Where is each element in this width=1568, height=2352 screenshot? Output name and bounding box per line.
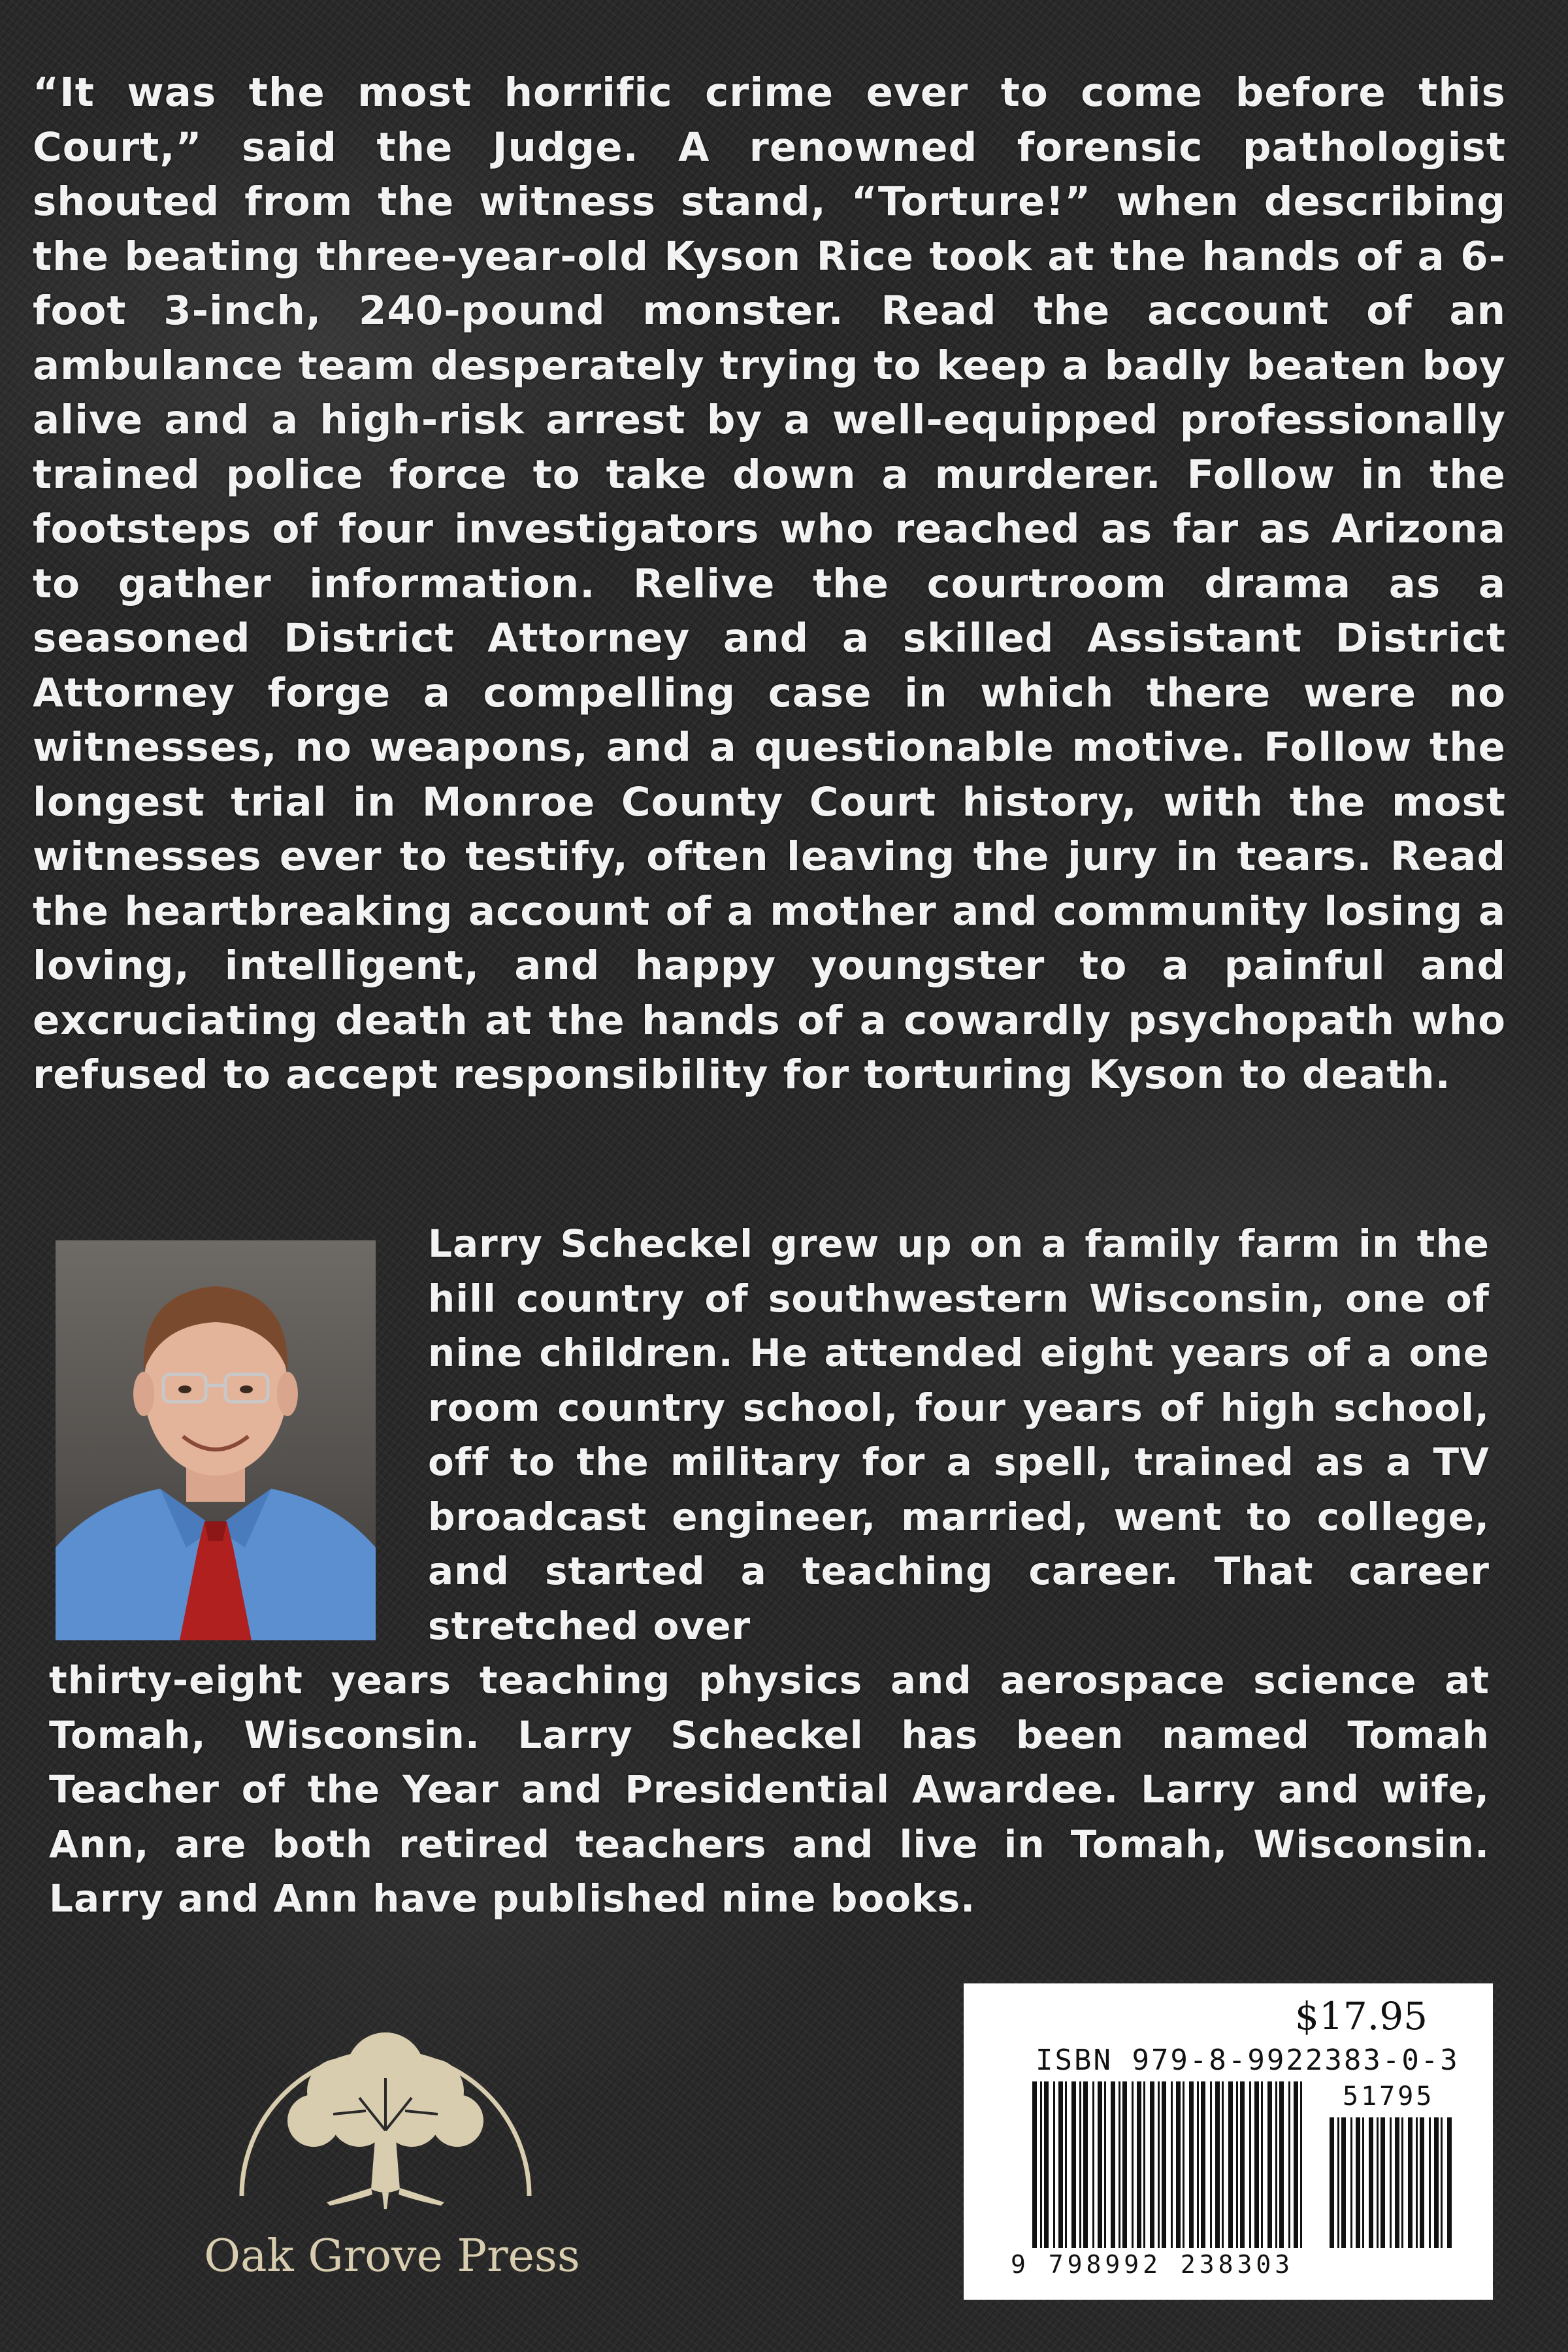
- barcode-bar: [1377, 2117, 1379, 2248]
- barcode-bar: [1401, 2117, 1403, 2248]
- barcode-bar: [1104, 2081, 1106, 2248]
- barcode-bar: [1249, 2081, 1251, 2248]
- barcode-bar: [1201, 2081, 1205, 2248]
- barcode-bar: [1176, 2081, 1181, 2248]
- barcode-bar: [1390, 2117, 1392, 2248]
- barcode-bar: [1162, 2081, 1166, 2248]
- barcode-bar: [1420, 2117, 1424, 2248]
- barcode-bar: [1222, 2081, 1224, 2248]
- barcode-bar: [1150, 2081, 1154, 2248]
- barcode-bar: [1098, 2081, 1102, 2248]
- barcode-bar: [1261, 2081, 1263, 2248]
- barcode-bar: [1040, 2081, 1042, 2248]
- isbn-number: ISBN 979-8-9922383-0-3: [1036, 2044, 1460, 2077]
- barcode-bar: [1189, 2081, 1194, 2248]
- barcode-bar: [1083, 2081, 1088, 2248]
- barcode-bar: [1071, 2081, 1076, 2248]
- barcode-bar: [1058, 2081, 1063, 2248]
- barcode-bar: [1362, 2117, 1364, 2248]
- barcode-bar: [1288, 2081, 1290, 2248]
- barcode-bar: [1132, 2081, 1134, 2248]
- barcode-bar: [1408, 2117, 1413, 2248]
- barcode-bar: [1111, 2081, 1115, 2248]
- barcode-digits: 9 798992 238303: [1011, 2250, 1294, 2279]
- barcode-label: [964, 1983, 1493, 2300]
- barcode-bar: [1210, 2081, 1212, 2248]
- barcode-bar: [1395, 2117, 1399, 2248]
- barcode-bar: [1122, 2081, 1127, 2248]
- barcode-bar: [1158, 2081, 1160, 2248]
- barcode-bar: [1434, 2117, 1439, 2248]
- barcode-bar: [1337, 2117, 1339, 2248]
- barcode-bar: [1275, 2081, 1277, 2248]
- barcode-bar: [1215, 2081, 1220, 2248]
- barcode-bar: [1447, 2117, 1452, 2248]
- barcode-bar: [1092, 2081, 1094, 2248]
- barcode-bar: [1380, 2117, 1385, 2248]
- barcode-bar: [1300, 2081, 1302, 2248]
- barcode-bar: [1119, 2081, 1120, 2248]
- price: $17.95: [1295, 1994, 1428, 2038]
- barcode-bar: [1197, 2081, 1199, 2248]
- barcode-bar: [1228, 2081, 1233, 2248]
- back-cover-blurb: “It was the most horrific crime ever to come before this Court,” said the Judge. A renowned forensic pathologist shouted from the witness stand, “Torture!” when describing the beating three-year-old Kyson Rice took at the hands of a 6-foot 3-inch, 240-pound monster. Read the account of an ambulance team desperately trying to keep a badly beaten boy alive and a high-risk arrest by a well-equipped professionally trained police force to take down a murderer. Follow in the footsteps of four investigators who reached as far as Arizona to gather information. Relive the courtroom drama as a seasoned District Attorney and a skilled Assistant District Attorney forge a compelling case in which there were no witnesses, no weapons, and a questionable motive. Follow the longest trial in Monroe County Court history, with the most witnesses ever to testify, often leaving the jury in tears. Read the heartbreaking account of a mother and community losing a loving, intelligent, and happy youngster to a painful and excruciating death at the hands of a cowardly psychopath who refused to accept responsibility for torturing Kyson to death.: [33, 69, 1506, 1098]
- barcode-bar: [1369, 2117, 1373, 2248]
- barcode-bar: [1279, 2081, 1284, 2248]
- publisher-logo: [163, 1980, 621, 2287]
- barcode-bar: [1183, 2081, 1184, 2248]
- publisher-name: Oak Grove Press: [204, 2230, 580, 2282]
- barcode-bar: [1236, 2081, 1238, 2248]
- barcode-bar: [1171, 2081, 1173, 2248]
- author-photo: [56, 1240, 376, 1640]
- price-code: 51795: [1343, 2081, 1435, 2112]
- barcode-bar: [1079, 2081, 1081, 2248]
- barcode-bar: [1330, 2117, 1334, 2248]
- barcode-bar: [1032, 2081, 1037, 2248]
- barcode-bar: [1356, 2117, 1360, 2248]
- barcode-bar: [1254, 2081, 1259, 2248]
- barcode-bar: [1341, 2117, 1346, 2248]
- barcode-bar: [1294, 2081, 1298, 2248]
- barcode-bar: [1240, 2081, 1245, 2248]
- barcode-bar: [1441, 2117, 1443, 2248]
- barcode-bar: [1044, 2081, 1049, 2248]
- barcode-bar: [1350, 2117, 1352, 2248]
- barcode-bar: [1053, 2081, 1055, 2248]
- barcode-bar: [1143, 2081, 1145, 2248]
- barcode-bar: [1137, 2081, 1141, 2248]
- author-bio-beside-photo: Larry Scheckel grew up on a family farm in the hill country of southwestern Wisconsin, one of nine children. He attended eight years of a one room country school, four years of high school, off to the military for a spell, trained as a TV broadcast engineer, married, went to college, and started a teaching career. That career stretched over: [428, 1221, 1490, 1648]
- author-bio-below-photo: thirty-eight years teaching physics and aerospace science at Tomah, Wisconsin. Larry Scheckel has been named Tomah Teacher of the Year and Presidential Awardee. Larry and wife, Ann, are both retired teachers and live in Tomah, Wisconsin. Larry and Ann have published nine books.: [49, 1658, 1490, 1921]
- barcode-bar: [1429, 2117, 1431, 2248]
- barcode-bar: [1416, 2117, 1418, 2248]
- barcode-bar: [1267, 2081, 1272, 2248]
- barcode-bar: [1065, 2081, 1067, 2248]
